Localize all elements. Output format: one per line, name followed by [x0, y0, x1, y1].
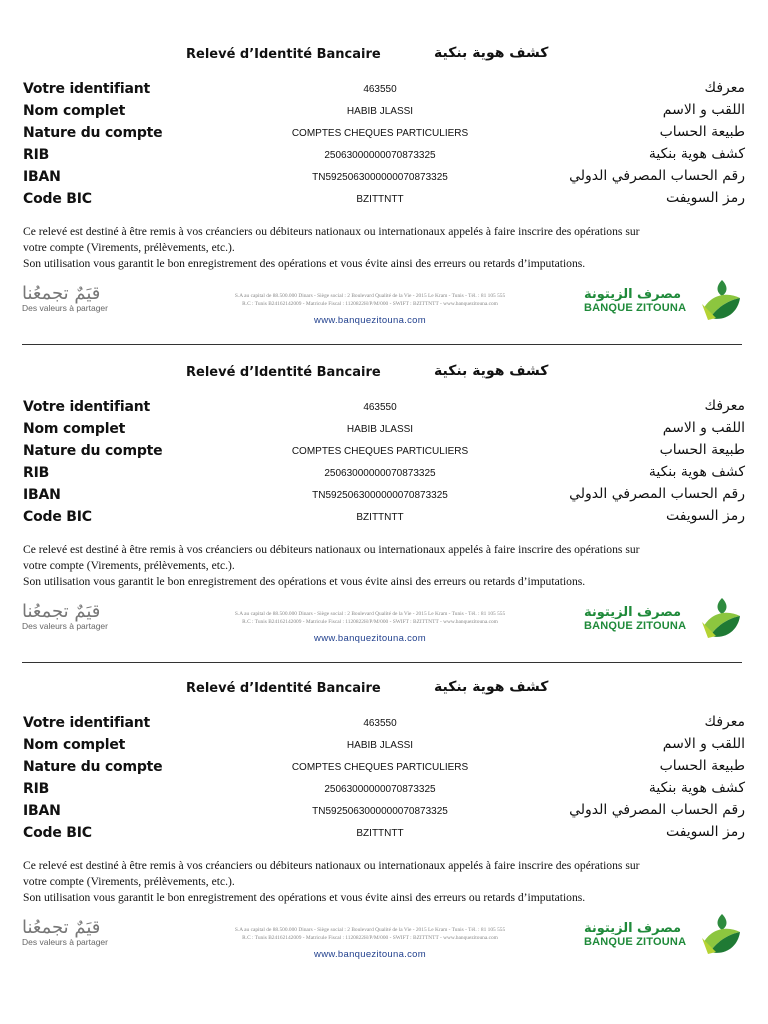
bank-name-ar: مصرف الزيتونة	[584, 287, 682, 302]
title-ar: كشف هوية بنكية	[434, 363, 549, 379]
value-bic: BZITTNTT	[356, 828, 404, 839]
label-ar-nature: طبيعة الحساب	[659, 124, 745, 140]
labels-ar	[569, 396, 745, 528]
value-nature: COMPTES CHEQUES PARTICULIERS	[291, 128, 469, 139]
label-ar-identifiant: معرفك	[704, 80, 745, 96]
notice-line-3: Son utilisation vous garantit le bon enregistrement des opérations et vous évite ainsi des erreurs ou retards d’imputations.	[23, 575, 586, 588]
label-rib: RIB	[23, 465, 50, 481]
label-ar-identifiant: معرفك	[704, 714, 745, 730]
notice-line-1: Ce relevé est destiné à être remis à vos créanciers ou débiteurs nationaux ou internationaux appelés à faire inscrire des opérations sur	[23, 859, 640, 872]
label-ar-nom: اللقب و الاسم	[662, 736, 745, 752]
label-identifiant: Votre identifiant	[23, 715, 151, 731]
notice-text	[23, 542, 753, 590]
rib-slip-3	[0, 634, 768, 960]
label-ar-nom: اللقب و الاسم	[662, 102, 745, 118]
bank-name-ar: مصرف الزيتونة	[584, 605, 682, 620]
labels-fr	[23, 398, 162, 530]
label-identifiant: Votre identifiant	[23, 399, 151, 415]
value-identifiant: 463550	[363, 84, 397, 95]
notice-text	[23, 858, 753, 906]
label-bic: Code BIC	[23, 509, 92, 525]
rib-slip-1	[0, 0, 768, 326]
notice-line-1: Ce relevé est destiné à être remis à vos créanciers ou débiteurs nationaux ou internationaux appelés à faire inscrire des opérations sur	[23, 543, 640, 556]
label-ar-bic: رمز السويفت	[665, 190, 745, 206]
legal-line-2: R.C : Tunis B24162142009 - Matricule Fiscal : 1120822H/P/M/000 - SWIFT : BZITTNTT - www.banquezitouna.com	[242, 935, 498, 941]
values	[250, 401, 510, 533]
label-ar-nature: طبيعة الحساب	[659, 758, 745, 774]
label-nom: Nom complet	[23, 421, 126, 437]
labels-fr	[23, 714, 162, 846]
bank-name-fr: BANQUE ZITOUNA	[584, 620, 687, 632]
labels-fr	[23, 80, 162, 212]
legal-info	[150, 926, 590, 942]
notice-line-2: votre compte (Virements, prélèvements, etc.).	[23, 559, 235, 572]
label-bic: Code BIC	[23, 191, 92, 207]
notice-line-2: votre compte (Virements, prélèvements, etc.).	[23, 241, 235, 254]
bank-name-fr: BANQUE ZITOUNA	[584, 302, 687, 314]
label-nature: Nature du compte	[23, 759, 163, 775]
legal-line-2: R.C : Tunis B24162142009 - Matricule Fiscal : 1120822H/P/M/000 - SWIFT : BZITTNTT - www.banquezitouna.com	[242, 619, 498, 625]
bank-name-ar: مصرف الزيتونة	[584, 921, 682, 936]
label-ar-iban: رقم الحساب المصرفي الدولي	[569, 486, 745, 502]
label-ar-iban: رقم الحساب المصرفي الدولي	[569, 802, 745, 818]
legal-line-2: R.C : Tunis B24162142009 - Matricule Fiscal : 1120822H/P/M/000 - SWIFT : BZITTNTT - www.banquezitouna.com	[242, 301, 498, 307]
value-rib: 25063000000070873325	[324, 468, 436, 479]
values	[250, 717, 510, 849]
notice-line-3: Son utilisation vous garantit le bon enregistrement des opérations et vous évite ainsi des erreurs ou retards d’imputations.	[23, 257, 586, 270]
slogan	[22, 285, 108, 313]
slogan-fr: Des valeurs à partager	[22, 303, 108, 313]
label-nom: Nom complet	[23, 103, 126, 119]
legal-line-1: S.A au capital de 88.500.000 Dinars - Siège social : 2 Boulevard Qualité de la Vie - 2015 Le Kram - Tunis - Tél. : 81 105 555	[234, 611, 506, 617]
legal-line-1: S.A au capital de 88.500.000 Dinars - Siège social : 2 Boulevard Qualité de la Vie - 2015 Le Kram - Tunis - Tél. : 81 105 555	[234, 927, 506, 933]
slogan-ar: قيَمٌ تجمعُنا	[22, 283, 101, 304]
label-ar-nature: طبيعة الحساب	[659, 442, 745, 458]
bank-logo	[584, 288, 686, 314]
value-nom: HABIB JLASSI	[346, 740, 414, 751]
value-nature: COMPTES CHEQUES PARTICULIERS	[291, 446, 469, 457]
label-bic: Code BIC	[23, 825, 92, 841]
labels-ar	[569, 78, 745, 210]
bank-name-fr: BANQUE ZITOUNA	[584, 936, 687, 948]
title-ar: كشف هوية بنكية	[434, 45, 549, 61]
labels-ar	[569, 712, 745, 844]
label-ar-bic: رمز السويفت	[665, 508, 745, 524]
slogan-ar: قيَمٌ تجمعُنا	[22, 917, 101, 938]
label-nom: Nom complet	[23, 737, 126, 753]
website-link[interactable]: www.banquezitouna.com	[314, 315, 426, 326]
label-identifiant: Votre identifiant	[23, 81, 151, 97]
value-nature: COMPTES CHEQUES PARTICULIERS	[291, 762, 469, 773]
label-rib: RIB	[23, 147, 50, 163]
label-rib: RIB	[23, 781, 50, 797]
label-nature: Nature du compte	[23, 443, 163, 459]
label-ar-rib: كشف هوية بنكية	[648, 146, 745, 162]
notice-line-2: votre compte (Virements, prélèvements, etc.).	[23, 875, 235, 888]
label-iban: IBAN	[23, 487, 61, 503]
label-nature: Nature du compte	[23, 125, 163, 141]
bank-logo	[584, 606, 686, 632]
label-iban: IBAN	[23, 803, 61, 819]
bank-logo	[584, 922, 686, 948]
value-iban: TN5925063000000070873325	[312, 806, 448, 817]
notice-line-3: Son utilisation vous garantit le bon enregistrement des opérations et vous évite ainsi des erreurs ou retards d’imputations.	[23, 891, 586, 904]
slogan	[22, 919, 108, 947]
legal-info	[150, 610, 590, 626]
title-fr: Relevé d’Identité Bancaire	[186, 681, 381, 696]
title-fr: Relevé d’Identité Bancaire	[186, 365, 381, 380]
value-identifiant: 463550	[363, 402, 397, 413]
website-link[interactable]: www.banquezitouna.com	[314, 949, 426, 960]
slogan	[22, 603, 108, 631]
notice-text	[23, 224, 753, 272]
legal-line-1: S.A au capital de 88.500.000 Dinars - Siège social : 2 Boulevard Qualité de la Vie - 2015 Le Kram - Tunis - Tél. : 81 105 555	[234, 293, 506, 299]
rib-slip-2	[0, 318, 768, 644]
value-nom: HABIB JLASSI	[346, 424, 414, 435]
title-fr: Relevé d’Identité Bancaire	[186, 47, 381, 62]
value-iban: TN5925063000000070873325	[312, 172, 448, 183]
value-rib: 25063000000070873325	[324, 150, 436, 161]
title-ar: كشف هوية بنكية	[434, 679, 549, 695]
value-nom: HABIB JLASSI	[346, 106, 414, 117]
label-ar-nom: اللقب و الاسم	[662, 420, 745, 436]
label-ar-rib: كشف هوية بنكية	[648, 464, 745, 480]
label-ar-bic: رمز السويفت	[665, 824, 745, 840]
value-bic: BZITTNTT	[356, 512, 404, 523]
value-iban: TN5925063000000070873325	[312, 490, 448, 501]
notice-line-1: Ce relevé est destiné à être remis à vos créanciers ou débiteurs nationaux ou internationaux appelés à faire inscrire des opérations sur	[23, 225, 640, 238]
value-rib: 25063000000070873325	[324, 784, 436, 795]
label-ar-rib: كشف هوية بنكية	[648, 780, 745, 796]
label-ar-iban: رقم الحساب المصرفي الدولي	[569, 168, 745, 184]
slogan-fr: Des valeurs à partager	[22, 621, 108, 631]
website-link[interactable]: www.banquezitouna.com	[314, 633, 426, 644]
value-identifiant: 463550	[363, 718, 397, 729]
value-bic: BZITTNTT	[356, 194, 404, 205]
label-iban: IBAN	[23, 169, 61, 185]
label-ar-identifiant: معرفك	[704, 398, 745, 414]
zitouna-leaf-logo-icon	[698, 912, 744, 958]
values	[250, 83, 510, 215]
legal-info	[150, 292, 590, 308]
slogan-fr: Des valeurs à partager	[22, 937, 108, 947]
slogan-ar: قيَمٌ تجمعُنا	[22, 601, 101, 622]
